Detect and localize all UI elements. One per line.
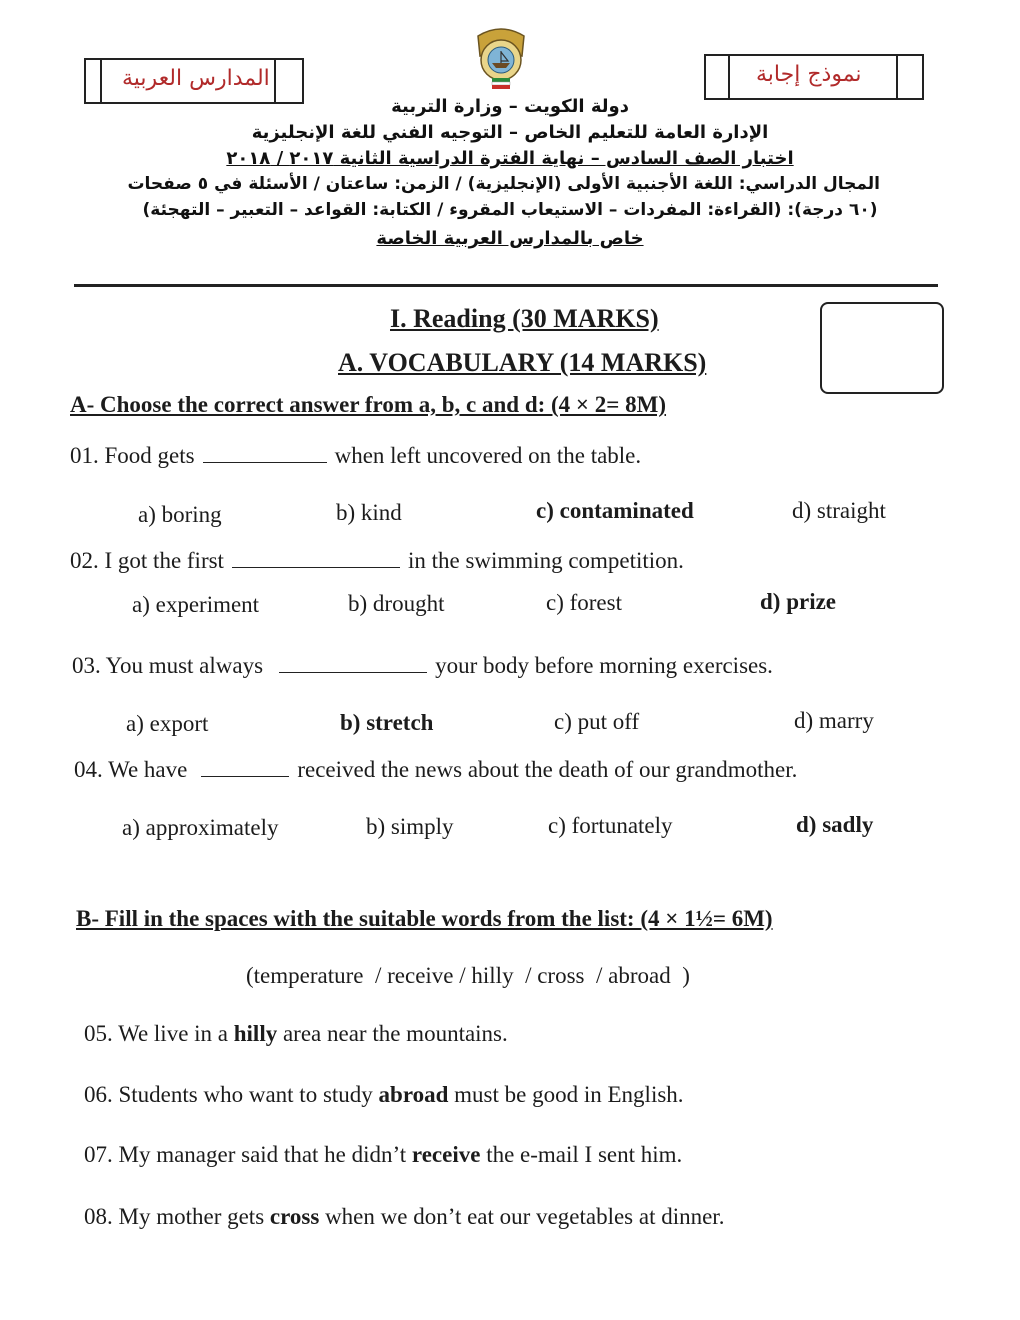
q02-option-b: b) drought: [348, 591, 445, 616]
question-02-rest: in the swimming competition.: [407, 548, 684, 573]
q02-option-d-correct: d) prize: [760, 589, 837, 614]
sentence-07: [84, 1142, 682, 1168]
header-exam-text: اختبار الصف السادس – نهاية الفترة الدراسية الثانية ٢٠١٧ / ٢٠١٨: [226, 148, 794, 169]
question-01: [70, 442, 641, 469]
q03-option-d: d) marry: [794, 708, 874, 733]
q03-option-c: c) put off: [554, 709, 640, 734]
sentence-06: [84, 1082, 684, 1108]
header-private-line: [300, 228, 720, 249]
question-03-rest: your body before morning exercises.: [435, 653, 773, 678]
q03-option-b-correct: b) stretch: [340, 710, 434, 735]
q03-option-b: [340, 710, 433, 736]
answer-blank: [279, 652, 427, 673]
sentence-05: [84, 1021, 508, 1047]
sentence-06-answer: abroad: [378, 1082, 449, 1107]
header-subject-line: المجال الدراسي: اللغة الأجنبية الأولى (الإنجليزية) / الزمن: ساعتان / الأسئلة في ٥ صفحات: [127, 174, 880, 194]
sentence-05-answer: hilly: [233, 1021, 278, 1046]
q01-option-a: a) boring: [138, 502, 222, 527]
header-ministry-line: دولة الكويت – وزارة التربية: [391, 96, 629, 117]
sentence-08-after: when we don’t eat our vegetables at dinner.: [319, 1204, 725, 1229]
q04-option-c: c) fortunately: [548, 813, 673, 838]
header-skills-line: (٦٠ درجة): (القراءة: المفردات – الاستيعاب المقروء / الكتابة: القواعد – التعبير – التهجئة): [142, 200, 878, 220]
header-exam-line: [220, 148, 800, 169]
school-type-box: [84, 58, 304, 104]
sentence-07-answer: receive: [411, 1142, 481, 1167]
question-02: [70, 547, 684, 574]
sentence-05-after: area near the mountains.: [277, 1021, 508, 1046]
answer-key-box: [704, 54, 924, 100]
sentence-08-before: 08. My mother gets: [84, 1204, 270, 1229]
sentence-05-before: 05. We live in a: [84, 1021, 234, 1046]
question-03: [72, 652, 773, 679]
q01-option-c-correct: c) contaminated: [536, 498, 694, 523]
q01-option-d: d) straight: [792, 498, 886, 523]
reading-title: I. Reading (30 MARKS): [390, 304, 659, 333]
q03-option-a: a) export: [126, 711, 209, 736]
q04-option-d: [796, 812, 873, 838]
q02-option-a: a) experiment: [132, 592, 260, 617]
answer-blank: [201, 756, 289, 777]
q01-option-b: b) kind: [336, 500, 402, 525]
kuwait-emblem-icon: [470, 26, 532, 92]
question-03-stem: 03. You must always: [72, 653, 264, 678]
sentence-08: [84, 1204, 724, 1230]
question-04-rest: received the news about the death of our grandmother.: [297, 757, 798, 782]
q02-option-d: [760, 589, 836, 615]
word-list: (temperature / receive / hilly / cross / abroad ): [246, 963, 690, 988]
header-department-line: الإدارة العامة للتعليم الخاص – التوجيه الفني للغة الإنجليزية: [251, 122, 769, 143]
answer-blank: [203, 442, 327, 463]
question-04: [74, 756, 797, 783]
answer-blank: [232, 547, 400, 568]
question-01-stem: 01. Food gets: [70, 443, 195, 468]
school-type-label: المدارس العربية: [122, 66, 270, 91]
q04-option-b: b) simply: [366, 814, 454, 839]
answer-key-label: نموذج إجابة: [756, 62, 862, 87]
sentence-06-before: 06. Students who want to study: [84, 1082, 379, 1107]
sentence-08-answer: cross: [269, 1204, 320, 1229]
vocabulary-title: A. VOCABULARY (14 MARKS): [338, 348, 707, 377]
header-private-text: خاص بالمدارس العربية الخاصة: [376, 228, 644, 249]
q02-option-c: c) forest: [546, 590, 622, 615]
question-04-stem: 04. We have: [74, 757, 188, 782]
question-02-stem: 02. I got the first: [70, 548, 224, 573]
section-b-instruction: B- Fill in the spaces with the suitable words from the list: (4 × 1½= 6M): [76, 906, 773, 931]
sentence-07-before: 07. My manager said that he didn’t: [84, 1142, 412, 1167]
question-01-rest: when left uncovered on the table.: [334, 443, 642, 468]
q01-option-c: [536, 498, 694, 524]
q04-option-a: a) approximately: [122, 815, 279, 840]
header-divider: [74, 284, 938, 287]
score-box: [820, 302, 944, 394]
sentence-06-after: must be good in English.: [448, 1082, 684, 1107]
section-a-instruction: A- Choose the correct answer from a, b, c and d: (4 × 2= 8M): [70, 392, 667, 417]
sentence-07-after: the e-mail I sent him.: [480, 1142, 683, 1167]
q04-option-d-correct: d) sadly: [796, 812, 874, 837]
